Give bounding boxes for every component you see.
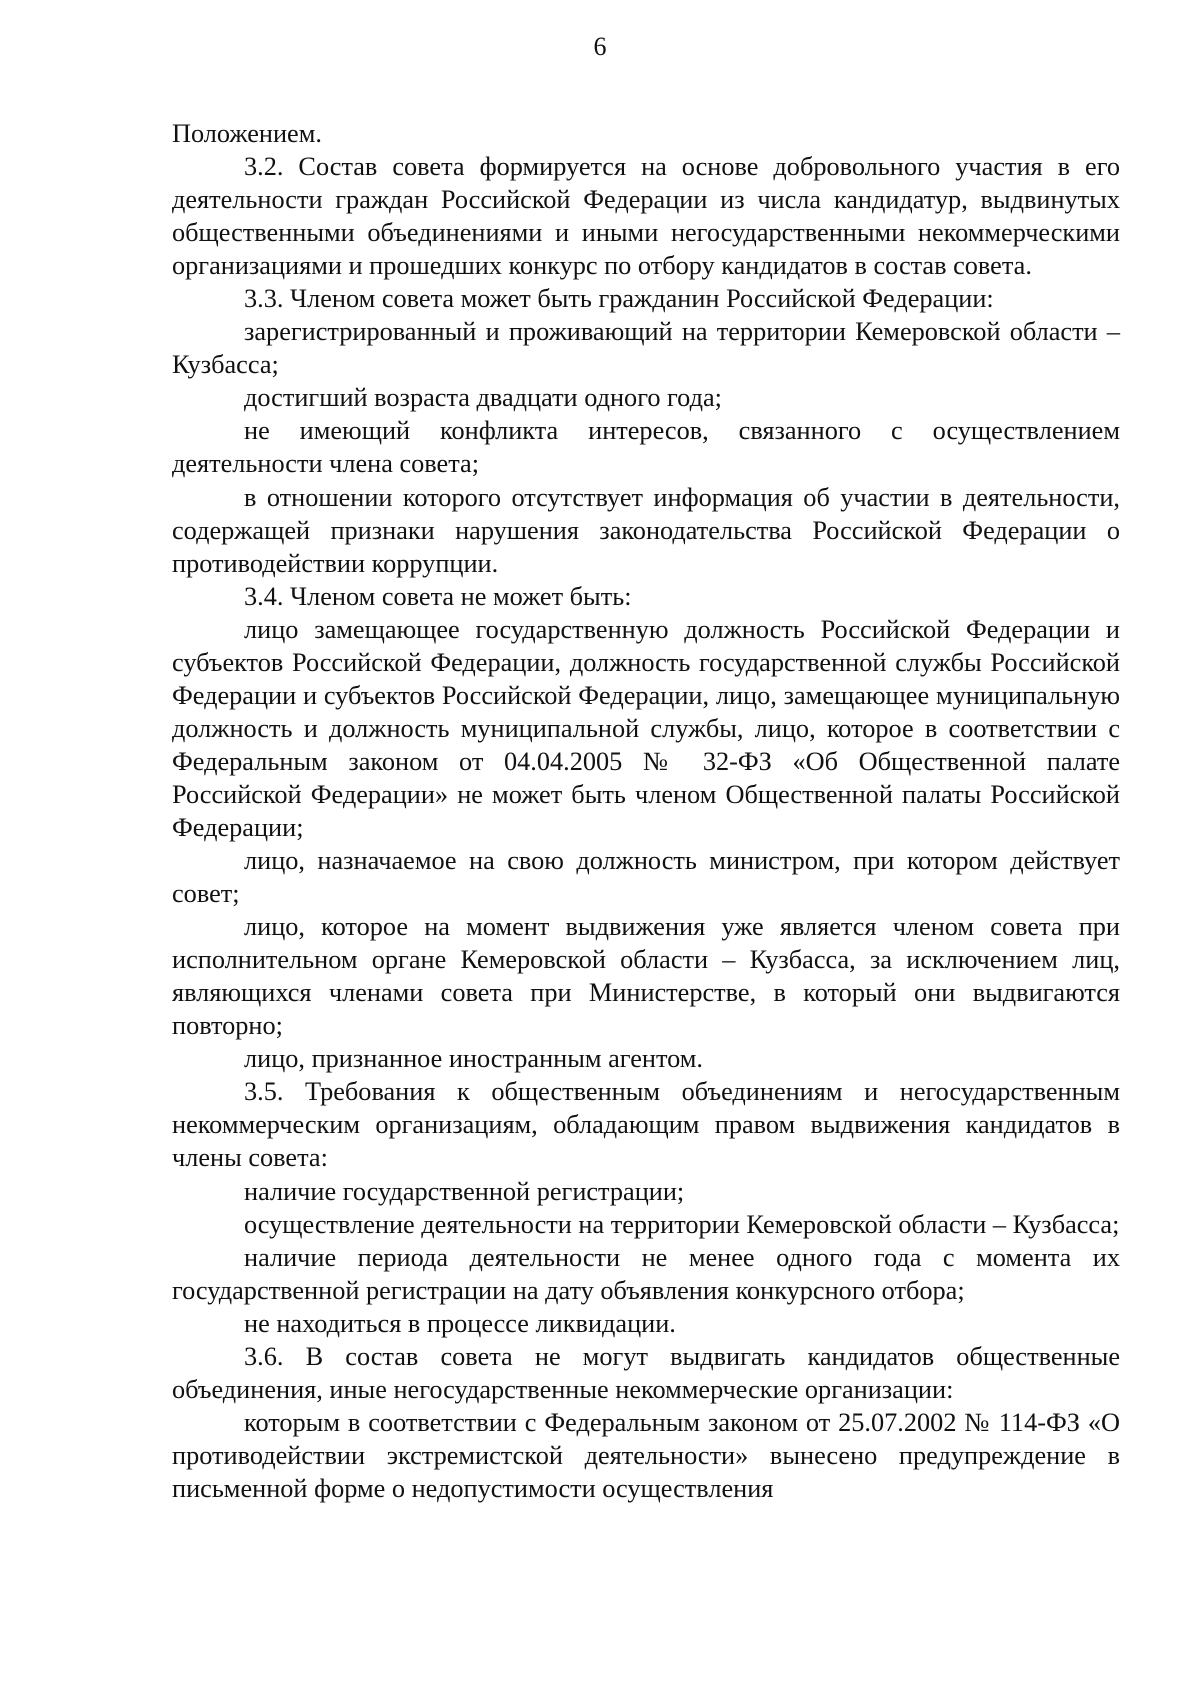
list-item-age: достигший возраста двадцати одного года; <box>244 383 722 413</box>
page-number: 6 <box>593 32 607 61</box>
paragraph-continuation: Положением. <box>172 119 322 148</box>
list-item-period: наличие периода деятельности не менее одного года с момента их государственной регистрации на дату объявления конкурсного отбора; <box>172 1242 1120 1305</box>
paragraph-3-2: 3.2. Состав совета формируется на основе добровольного участия в его деятельности граждан Российской Федерации из числа кандидатур, выдвинутых общественными объединениями и иными негосударственными некоммерческими организациями и прошедших конкурс по отбору кандидатов в состав совета. <box>172 152 1120 281</box>
paragraph-3-4: 3.4. Членом совета не может быть: <box>244 581 632 611</box>
list-item-state-office: лицо замещающее государственную должность Российской Федерации и субъектов Российской Федерации, должность государственной службы Российской Федерации и субъектов Российской Федерации, лицо, замещающее муниципальную должность и должность муниципальной службы, лицо, которое в соответствии с Федеральным законом от 04.04.2005 № 32-ФЗ «Об Общественной палате Российской Федерации» не может быть членом Общественной палаты Российской Федерации; <box>172 614 1120 842</box>
list-item-no-corruption: в отношении которого отсутствует информация об участии в деятельности, содержащей признаки нарушения законодательства Российской Федерации о противодействии коррупции. <box>172 482 1120 578</box>
list-item-no-conflict: не имеющий конфликта интересов, связанного с осуществлением деятельности члена совета; <box>172 416 1120 479</box>
list-item-existing-member: лицо, которое на момент выдвижения уже является членом совета при исполнительном органе Кемеровской области – Кузбасса, за исключением лиц, являющихся членами совета при Министерстве, в который они выдвигаются повторно; <box>172 912 1120 1041</box>
list-item-liquidation: не находиться в процессе ликвидации. <box>244 1308 676 1338</box>
list-item-registered: зарегистрированный и проживающий на территории Кемеровской области – Кузбасса; <box>172 317 1120 380</box>
paragraph-3-6: 3.6. В состав совета не могут выдвигать кандидатов общественные объединения, иные негосударственные некоммерческие организации: <box>172 1341 1120 1404</box>
list-item-extremism-warning: которым в соответствии с Федеральным законом от 25.07.2002 № 114-ФЗ «О противодействии экстремистской деятельности» вынесено предупреждение в письменной форме о недопустимости осуществления <box>172 1407 1120 1503</box>
list-item-foreign-agent: лицо, признанное иностранным агентом. <box>244 1044 704 1074</box>
paragraph-3-5: 3.5. Требования к общественным объединениям и негосударственным некоммерческим организациям, обладающим правом выдвижения кандидатов в члены совета: <box>172 1077 1120 1173</box>
list-item-territory: осуществление деятельности на территории Кемеровской области – Кузбасса; <box>244 1209 1120 1239</box>
list-item-registration: наличие государственной регистрации; <box>244 1176 685 1206</box>
list-item-appointed-by-minister: лицо, назначаемое на свою должность министром, при котором действует совет; <box>172 846 1120 909</box>
document-body <box>172 117 1120 1505</box>
paragraph-3-3: 3.3. Членом совета может быть гражданин Российской Федерации: <box>244 284 994 314</box>
